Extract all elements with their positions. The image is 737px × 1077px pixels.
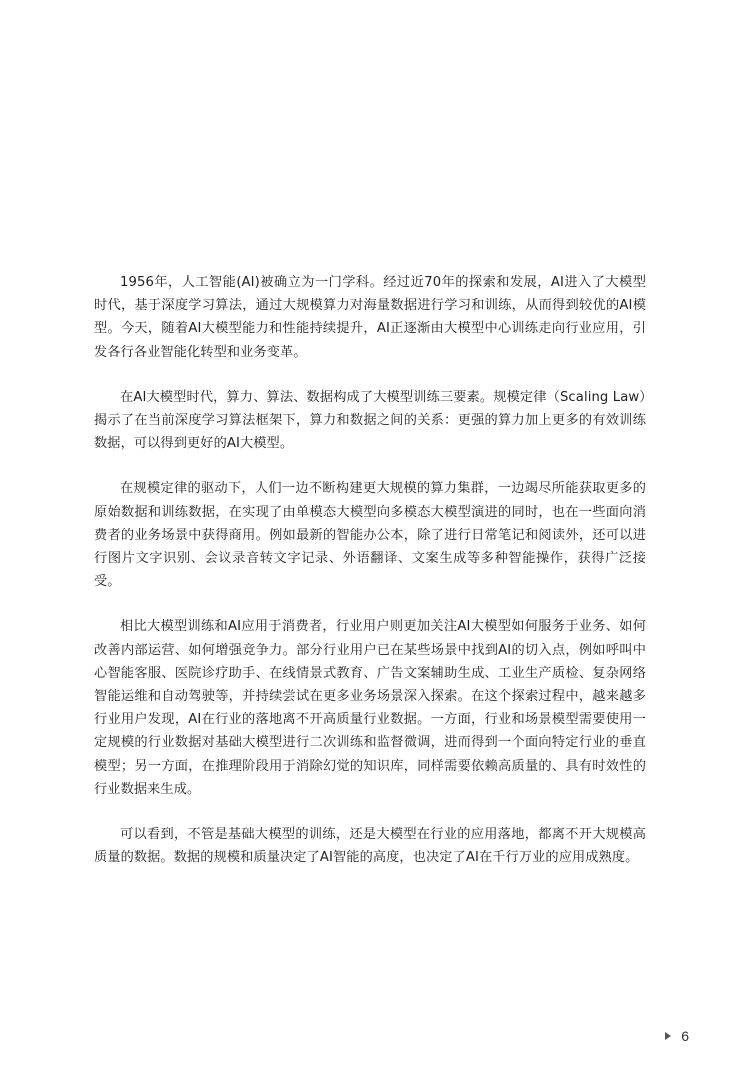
- paragraph-3: 在规模定律的驱动下，人们一边不断构建更大规模的算力集群，一边竭尽所能获取更多的原始数据和训练数据，在实现了由单模态大模型向多模态大模型演进的同时，也在一些面向消费者的业务场景中获得商用。例如最新的智能办公本，除了进行日常笔记和阅读外，还可以进行图片文字识别、会议录音转文字记录、外语翻译、文案生成等多种智能操作，获得广泛接受。: [94, 481, 646, 590]
- paragraph-2: 在AI大模型时代，算力、算法、数据构成了大模型训练三要素。规模定律（Scaling Law）揭示了在当前深度学习算法框架下，算力和数据之间的关系：更强的算力加上更多的有效训练数据，可以得到更好的AI大模型。: [94, 389, 646, 452]
- paragraph-5: 可以看到，不管是基础大模型的训练，还是大模型在行业的应用落地，都离不开大规模高质量的数据。数据的规模和质量决定了AI智能的高度，也决定了AI在千行万业的应用成熟度。: [94, 827, 646, 866]
- document-body: [94, 271, 646, 891]
- page-number: 6: [681, 1028, 689, 1044]
- page-footer: [665, 1028, 689, 1044]
- triangle-right-icon: [665, 1032, 671, 1040]
- paragraph-4: 相比大模型训练和AI应用于消费者，行业用户则更加关注AI大模型如何服务于业务、如何改善内部运营、如何增强竞争力。部分行业用户已在某些场景中找到AI的切入点，例如呼叫中心智能客服、医院诊疗助手、在线情景式教育、广告文案辅助生成、工业生产质检、复杂网络智能运维和自动驾驶等，并持续尝试在更多业务场景深入探索。在这个探索过程中，越来越多行业用户发现，AI在行业的落地离不开高质量行业数据。一方面，行业和场景模型需要使用一定规模的行业数据对基础大模型进行二次训练和监督微调，进而得到一个面向特定行业的垂直模型；另一方面，在推理阶段用于消除幻觉的知识库，同样需要依赖高质量的、具有时效性的行业数据来生成。: [94, 619, 646, 797]
- paragraph-1: 1956年，人工智能(AI)被确立为一门学科。经过近70年的探索和发展，AI进入了大模型时代，基于深度学习算法，通过大规模算力对海量数据进行学习和训练，从而得到较优的AI模型。今天，随着AI大模型能力和性能持续提升，AI正逐渐由大模型中心训练走向行业应用，引发各行各业智能化转型和业务变革。: [94, 275, 646, 360]
